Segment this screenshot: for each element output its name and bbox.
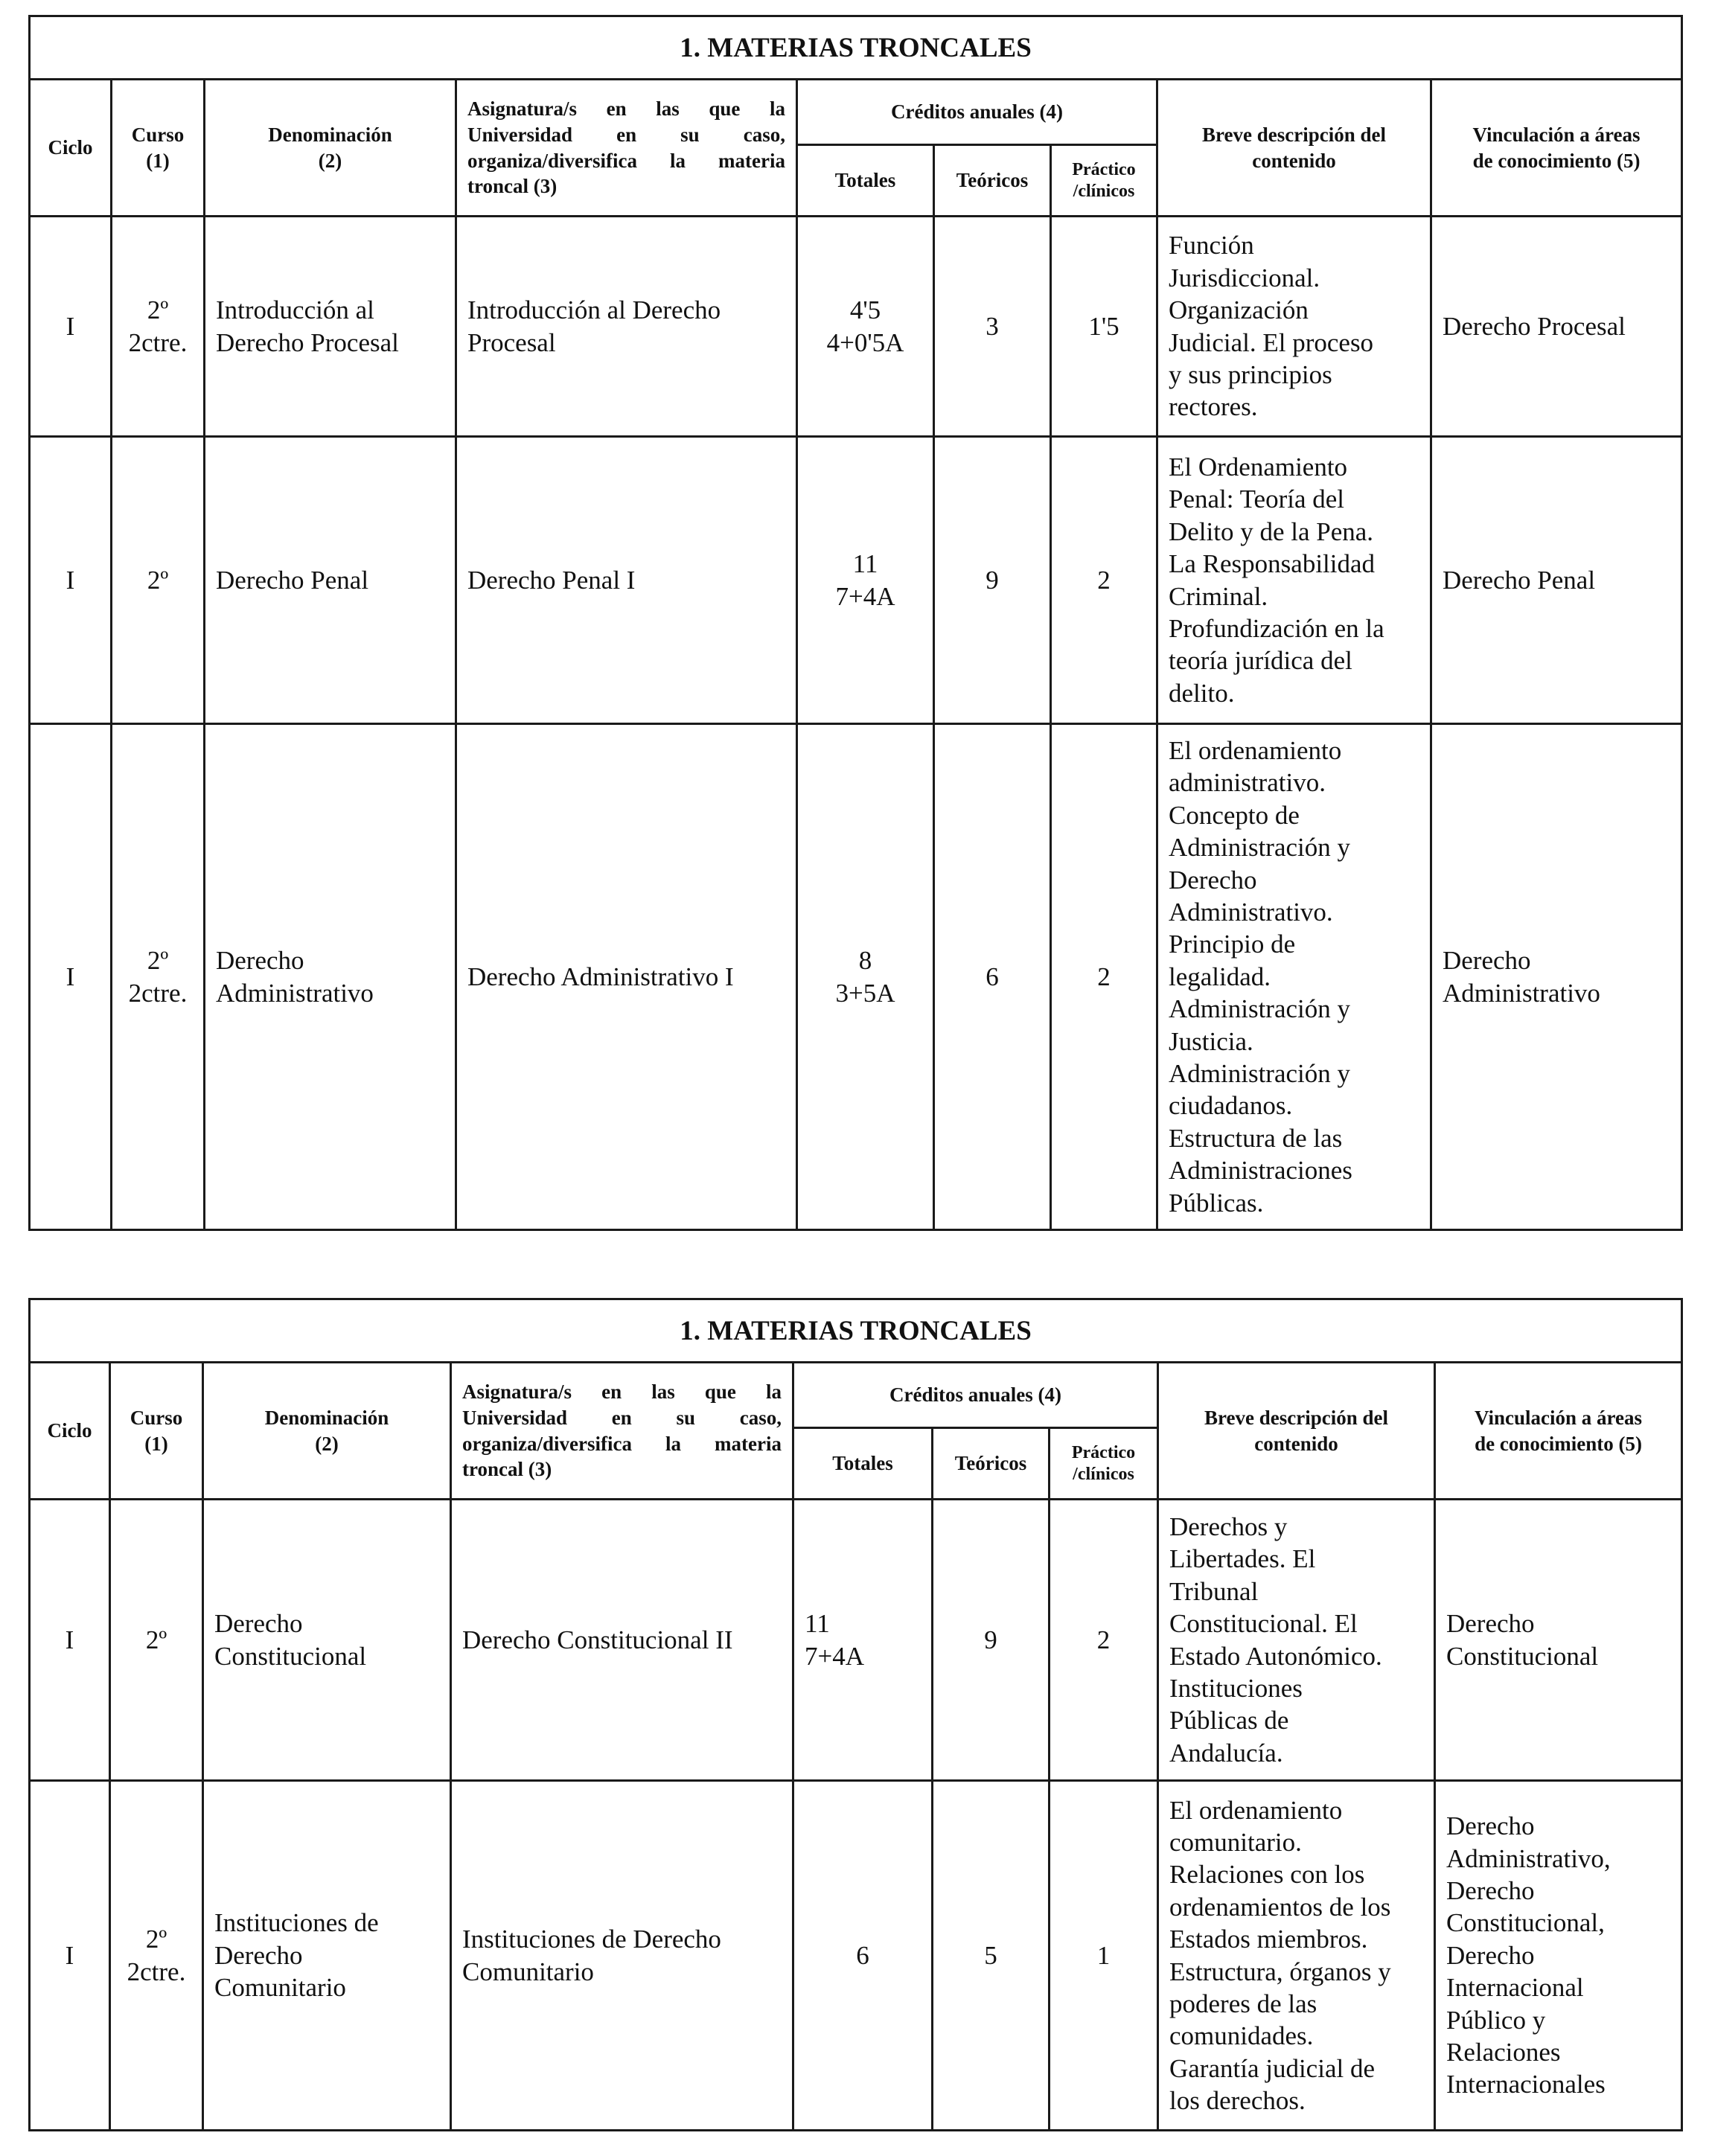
header-asignatura: Asignatura/s en las que la Universidad en su caso, organiza/diversifica la materia troncal (3) (456, 80, 797, 217)
header-denominacion: Denominación (2) (205, 80, 456, 217)
cell-asignatura: Introducción al Derecho Procesal (456, 217, 797, 437)
cell-descripcion: El Ordenamiento Penal: Teoría del Delito y de la Pena. La Responsabilidad Criminal. Profundización en la teoría jurídica del delito. (1157, 437, 1431, 724)
cell-descripcion: Derechos y Libertades. El Tribunal Constitucional. El Estado Autonómico. Instituciones Públicas de Andalucía. (1158, 1500, 1435, 1781)
header-teoricos: Teóricos (934, 145, 1051, 217)
cell-ciclo: I (30, 437, 112, 724)
header-curso: Curso (1) (110, 1363, 203, 1500)
header-totales: Totales (797, 145, 934, 217)
header-ciclo: Ciclo (30, 80, 112, 217)
header-vinculacion: Vinculación a áreas de conocimiento (5) (1431, 80, 1682, 217)
cell-ciclo: I (30, 724, 112, 1230)
header-descripcion: Breve descripción del contenido (1158, 1363, 1435, 1500)
table-title: 1. MATERIAS TRONCALES (30, 1299, 1682, 1363)
cell-teoricos: 6 (934, 724, 1051, 1230)
header-ciclo: Ciclo (30, 1363, 110, 1500)
header-creditos-anuales: Créditos anuales (4) (793, 1363, 1158, 1428)
cell-practicos: 2 (1050, 1500, 1158, 1781)
header-creditos-anuales: Créditos anuales (4) (797, 80, 1157, 145)
cell-denominacion: Derecho Penal (205, 437, 456, 724)
header-descripcion: Breve descripción del contenido (1157, 80, 1431, 217)
cell-curso: 2º 2ctre. (110, 1781, 203, 2131)
header-curso: Curso (1) (112, 80, 205, 217)
cell-totales: 11 7+4A (793, 1500, 933, 1781)
table-row (30, 1781, 1682, 2131)
materias-troncales-table-1 (28, 15, 1683, 1231)
cell-vinculacion: Derecho Procesal (1431, 217, 1682, 437)
cell-totales: 8 3+5A (797, 724, 934, 1230)
cell-ciclo: I (30, 1781, 110, 2131)
cell-teoricos: 9 (934, 437, 1051, 724)
cell-ciclo: I (30, 1500, 110, 1781)
cell-descripcion: El ordenamiento comunitario. Relaciones con los ordenamientos de los Estados miembros. Estructura, órganos y poderes de las comunidades. Garantía judicial de los derechos. (1158, 1781, 1435, 2131)
cell-denominacion: Introducción al Derecho Procesal (205, 217, 456, 437)
table-row (30, 437, 1682, 724)
table-row (30, 217, 1682, 437)
header-asignatura: Asignatura/s en las que la Universidad en su caso, organiza/diversifica la materia troncal (3) (451, 1363, 793, 1500)
materias-troncales-table-2 (28, 1298, 1683, 2131)
header-denominacion: Denominación (2) (203, 1363, 451, 1500)
cell-vinculacion: Derecho Administrativo (1431, 724, 1682, 1230)
cell-asignatura: Derecho Administrativo I (456, 724, 797, 1230)
cell-teoricos: 3 (934, 217, 1051, 437)
cell-vinculacion: Derecho Penal (1431, 437, 1682, 724)
cell-teoricos: 5 (933, 1781, 1050, 2131)
cell-descripcion: Función Jurisdiccional. Organización Judicial. El proceso y sus principios rectores. (1157, 217, 1431, 437)
cell-asignatura: Derecho Constitucional II (451, 1500, 793, 1781)
cell-denominacion: Derecho Constitucional (203, 1500, 451, 1781)
cell-curso: 2º (110, 1500, 203, 1781)
header-totales: Totales (793, 1428, 933, 1500)
cell-asignatura: Instituciones de Derecho Comunitario (451, 1781, 793, 2131)
cell-totales: 4'5 4+0'5A (797, 217, 934, 437)
cell-denominacion: Derecho Administrativo (205, 724, 456, 1230)
cell-totales: 6 (793, 1781, 933, 2131)
cell-asignatura: Derecho Penal I (456, 437, 797, 724)
header-vinculacion: Vinculación a áreas de conocimiento (5) (1435, 1363, 1682, 1500)
cell-practicos: 2 (1051, 724, 1157, 1230)
cell-totales: 11 7+4A (797, 437, 934, 724)
table-title: 1. MATERIAS TRONCALES (30, 16, 1682, 80)
table-row (30, 724, 1682, 1230)
cell-practicos: 1'5 (1051, 217, 1157, 437)
cell-curso: 2º (112, 437, 205, 724)
cell-vinculacion: Derecho Administrativo, Derecho Constitucional, Derecho Internacional Público y Relaciones Internacionales (1435, 1781, 1682, 2131)
cell-descripcion: El ordenamiento administrativo. Concepto de Administración y Derecho Administrativo. Principio de legalidad. Administración y Justicia. Administración y ciudadanos. Estructura de las Administraciones Públicas. (1157, 724, 1431, 1230)
cell-practicos: 1 (1050, 1781, 1158, 2131)
cell-curso: 2º 2ctre. (112, 724, 205, 1230)
cell-curso: 2º 2ctre. (112, 217, 205, 437)
cell-vinculacion: Derecho Constitucional (1435, 1500, 1682, 1781)
cell-ciclo: I (30, 217, 112, 437)
cell-teoricos: 9 (933, 1500, 1050, 1781)
header-practicos: Práctico /clínicos (1051, 145, 1157, 217)
cell-practicos: 2 (1051, 437, 1157, 724)
header-teoricos: Teóricos (933, 1428, 1050, 1500)
header-practicos: Práctico /clínicos (1050, 1428, 1158, 1500)
table-row (30, 1500, 1682, 1781)
cell-denominacion: Instituciones de Derecho Comunitario (203, 1781, 451, 2131)
